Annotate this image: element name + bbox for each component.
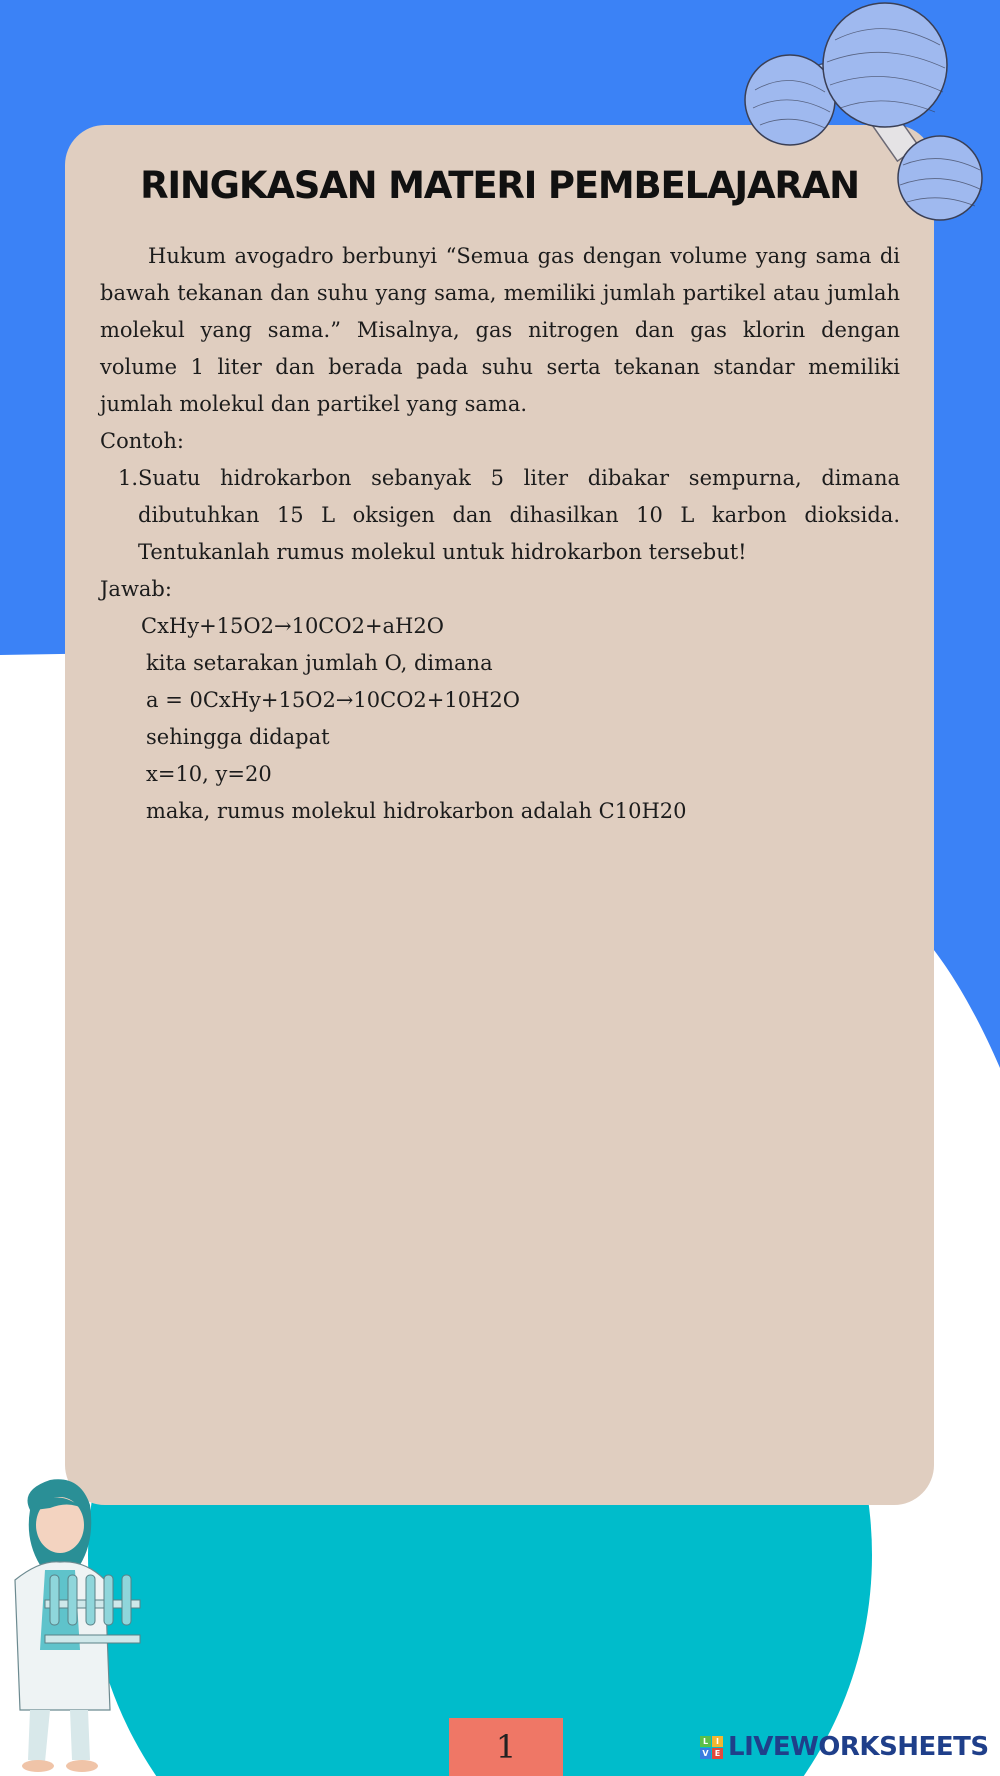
answer-equation: CxHy+15O2→10CO2+aH2O — [141, 614, 444, 638]
example-label: Contoh: — [100, 429, 184, 453]
brand-name: LIVEWORKSHEETS — [728, 1732, 989, 1762]
liveworksheets-brand — [700, 1732, 989, 1762]
list-item-number: 1. — [117, 466, 138, 490]
answer-line: x=10, y=20 — [146, 762, 272, 786]
page-number: 1 — [449, 1718, 563, 1776]
answer-label: Jawab: — [100, 577, 172, 601]
answer-line: kita setarakan jumlah O, dimana — [146, 651, 493, 675]
intro-paragraph: Hukum avogadro berbunyi “Semua gas dengan volume yang sama di bawah tekanan dan suhu yang sama, memiliki jumlah partikel atau jumlah molekul yang sama.” Misalnya, gas nitrogen dan gas klorin dengan volume 1 liter dan berada pada suhu serta tekanan standar memiliki jumlah molekul dan partikel yang sama. — [100, 244, 900, 416]
answer-line: sehingga didapat — [146, 725, 330, 749]
summary-content — [100, 238, 900, 830]
logo-letter: I — [712, 1736, 723, 1747]
logo-letter: L — [700, 1736, 711, 1747]
logo-letter: E — [712, 1748, 723, 1759]
scientist-illustration-icon — [0, 1470, 150, 1776]
answer-conclusion: maka, rumus molekul hidrokarbon adalah C10H20 — [146, 799, 687, 823]
logo-letter: V — [700, 1748, 711, 1759]
list-item — [100, 460, 900, 571]
liveworksheets-logo-icon — [700, 1736, 723, 1759]
list-item-text: Suatu hidrokarbon sebanyak 5 liter dibakar sempurna, dimana dibutuhkan 15 L oksigen dan dihasilkan 10 L karbon dioksida. Tentukanlah rumus molekul untuk hidrokarbon tersebut! — [138, 466, 900, 564]
page-title: RINGKASAN MATERI PEMBELAJARAN — [140, 164, 859, 207]
example-list — [100, 460, 900, 571]
answer-line: a = 0CxHy+15O2→10CO2+10H2O — [146, 688, 520, 712]
